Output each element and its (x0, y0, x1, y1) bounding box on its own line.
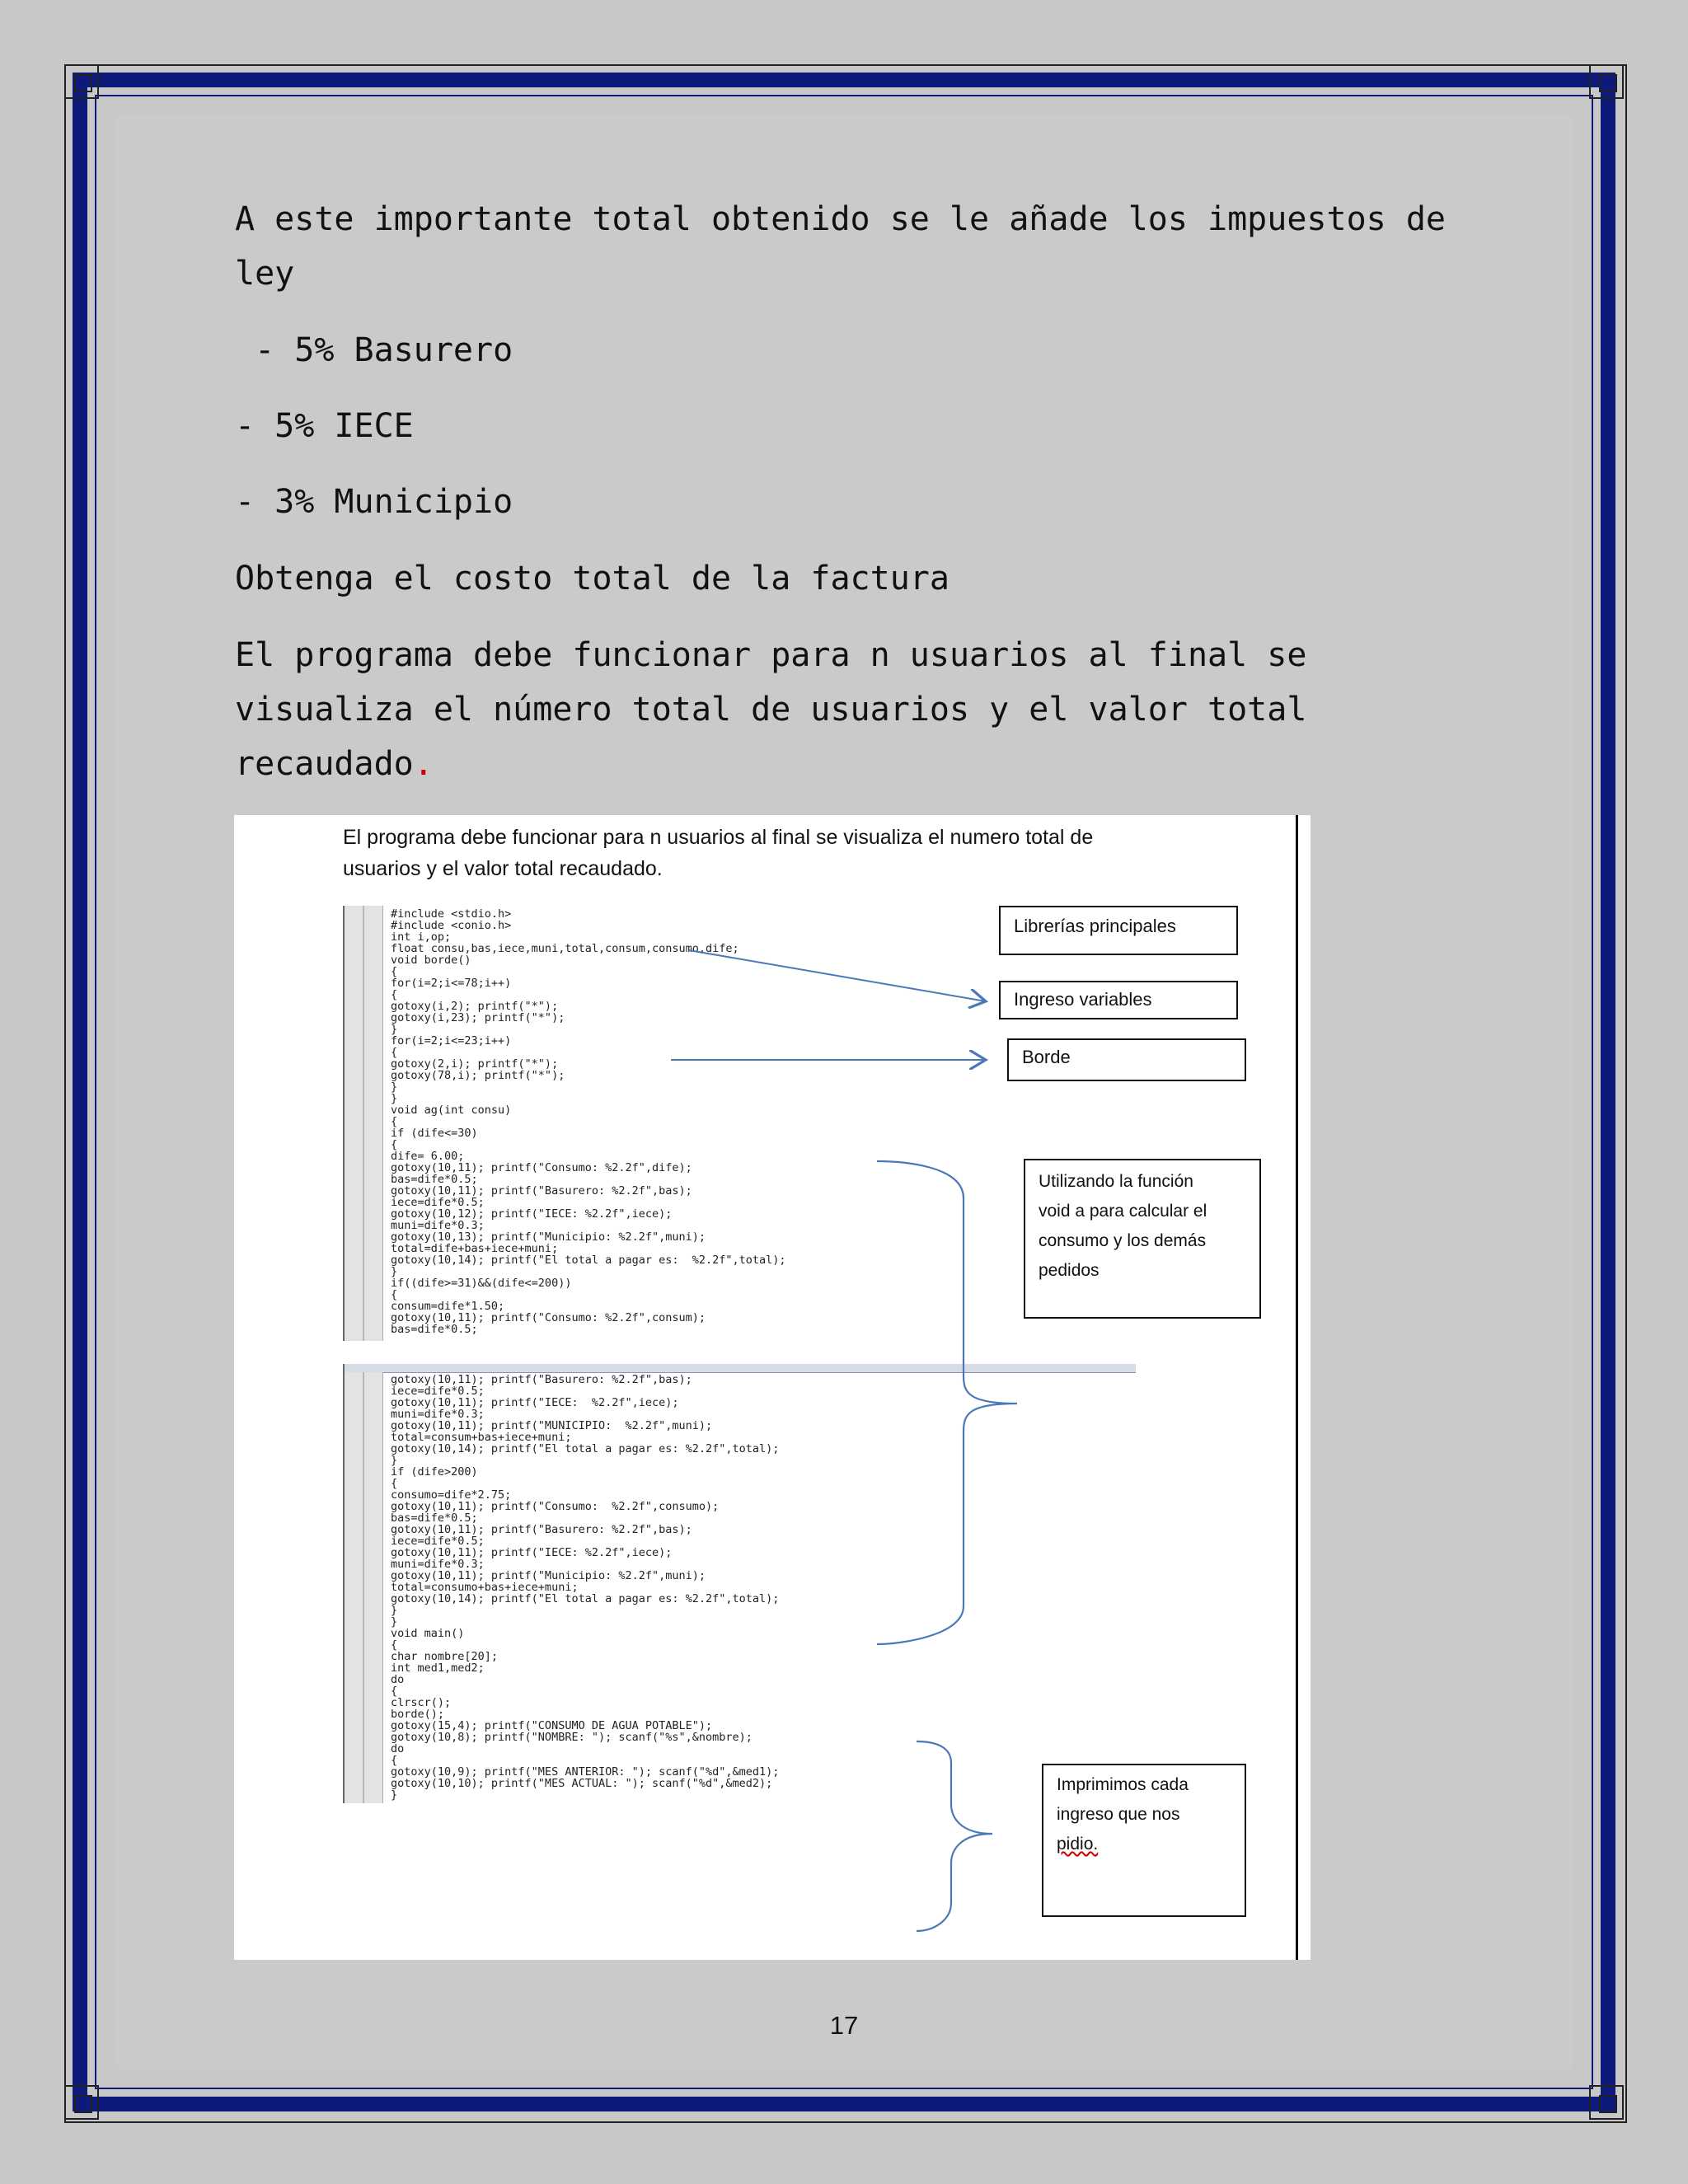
tax-item-iece: - 5% IECE (235, 407, 414, 445)
requirement-line-3-text: recaudado (235, 745, 414, 783)
note-librerias-text: Librerías principales (1014, 916, 1176, 936)
requirement-line-1: El programa debe funcionar para n usuarios al final se (235, 636, 1307, 674)
note-imprimimos-line-1: Imprimimos cada (1057, 1775, 1189, 1794)
code-screenshot-figure (234, 815, 1311, 1960)
annotation-arrows (234, 815, 1311, 1960)
requirement-line-3 (235, 737, 1521, 791)
requirement-line-2: visualiza el número total de usuarios y el valor total (235, 691, 1307, 729)
note-funcion-line-3: consumo y los demás (1039, 1231, 1207, 1250)
code-block-1: #include <stdio.h> #include <conio.h> int i,op; float consu,bas,iece,muni,total,consum,consumo,dife; void borde() { for(i=2;i<=78;i++) { gotoxy(i,2); printf("*"); gotoxy(i,23); printf("*"); } for(i=2;i<=23;i++) { gotoxy(2,i); printf("*"); gotoxy(78,i); printf("*"); } } void ag(int consu) { if (dife<=30) { dife= 6.00; gotoxy(10,11); printf("Consumo: %2.2f",dife); bas=dife*0.5; gotoxy(10,11); printf("Basurero: %2.2f",bas); iece=dife*0.5; gotoxy(10,12); printf("IECE: %2.2f",iece); muni=dife*0.3; gotoxy(10,13); printf("Municipio: %2.2f",muni); total=dife+bas+iece+muni; gotoxy(10,14); printf("El total a pagar es: %2.2f",total); } if((dife>=31)&&(dife<=200)) { consum=dife*1.50; gotoxy(10,11); printf("Consumo: %2.2f",consum); bas=dife*0.5; (391, 907, 786, 1336)
frame-corner-bottom-right (1589, 2085, 1624, 2120)
note-funcion-line-2: void a para calcular el (1039, 1202, 1207, 1221)
tax-item-municipio: - 3% Municipio (235, 483, 513, 521)
requirement-paragraph (235, 628, 1521, 791)
frame-corner-top-left (64, 64, 99, 99)
figure-caption-line-2: usuarios y el valor total recaudado. (343, 857, 663, 880)
note-ingreso-text: Ingreso variables (1014, 989, 1152, 1010)
frame-corner-bottom-left (64, 2085, 99, 2120)
brace-funcion (877, 1161, 1017, 1644)
intro-line-2: ley (235, 255, 295, 293)
note-imprimimos-line-3: pidio. (1057, 1835, 1099, 1854)
frame-corner-top-right (1589, 64, 1624, 99)
note-funcion-line-1: Utilizando la función (1039, 1172, 1193, 1191)
arrow-to-ingreso (689, 950, 986, 1001)
note-funcion-line-4: pedidos (1039, 1261, 1100, 1280)
brace-imprimimos (917, 1741, 992, 1931)
note-imprimimos-line-2: ingreso que nos (1057, 1805, 1180, 1824)
requirement-period: . (413, 745, 434, 783)
code-block-2: gotoxy(10,11); printf("Basurero: %2.2f",bas); iece=dife*0.5; gotoxy(10,11); printf("IECE: %2.2f",iece); muni=dife*0.3; gotoxy(10,11); printf("MUNICIPIO: %2.2f",muni); total=consum+bas+iece+muni; gotoxy(10,14); printf("El total a pagar es: %2.2f",total); } if (dife>200) { consumo=dife*2.75; gotoxy(10,11); printf("Consumo: %2.2f",consumo); bas=dife*0.5; gotoxy(10,11); printf("Basurero: %2.2f",bas); iece=dife*0.5; gotoxy(10,11); printf("IECE: %2.2f",iece); muni=dife*0.3; gotoxy(10,11); printf("Municipio: %2.2f",muni); total=consumo+bas+iece+muni; gotoxy(10,14); printf("El total a pagar es: %2.2f",total); } } void main() { char nombre[20]; int med1,med2; do { clrscr(); borde(); gotoxy(15,4); printf("CONSUMO DE AGUA POTABLE"); gotoxy(10,8); printf("NOMBRE: "); scanf("%s",&nombre); do { gotoxy(10,9); printf("MES ANTERIOR: "); scanf("%d",&med1); gotoxy(10,10); printf("MES ACTUAL: "); scanf("%d",&med2); } (391, 1373, 780, 1802)
intro-paragraph (235, 192, 1521, 301)
page-number: 17 (829, 2011, 859, 2040)
note-borde-text: Borde (1022, 1047, 1071, 1067)
tax-item-basurero: - 5% Basurero (235, 331, 513, 369)
figure-caption-line-1: El programa debe funcionar para n usuarios al final se visualiza el numero total de (343, 826, 1094, 849)
instruction-line: Obtenga el costo total de la factura (235, 560, 950, 598)
intro-line-1: A este importante total obtenido se le añade los impuestos de (235, 200, 1447, 238)
